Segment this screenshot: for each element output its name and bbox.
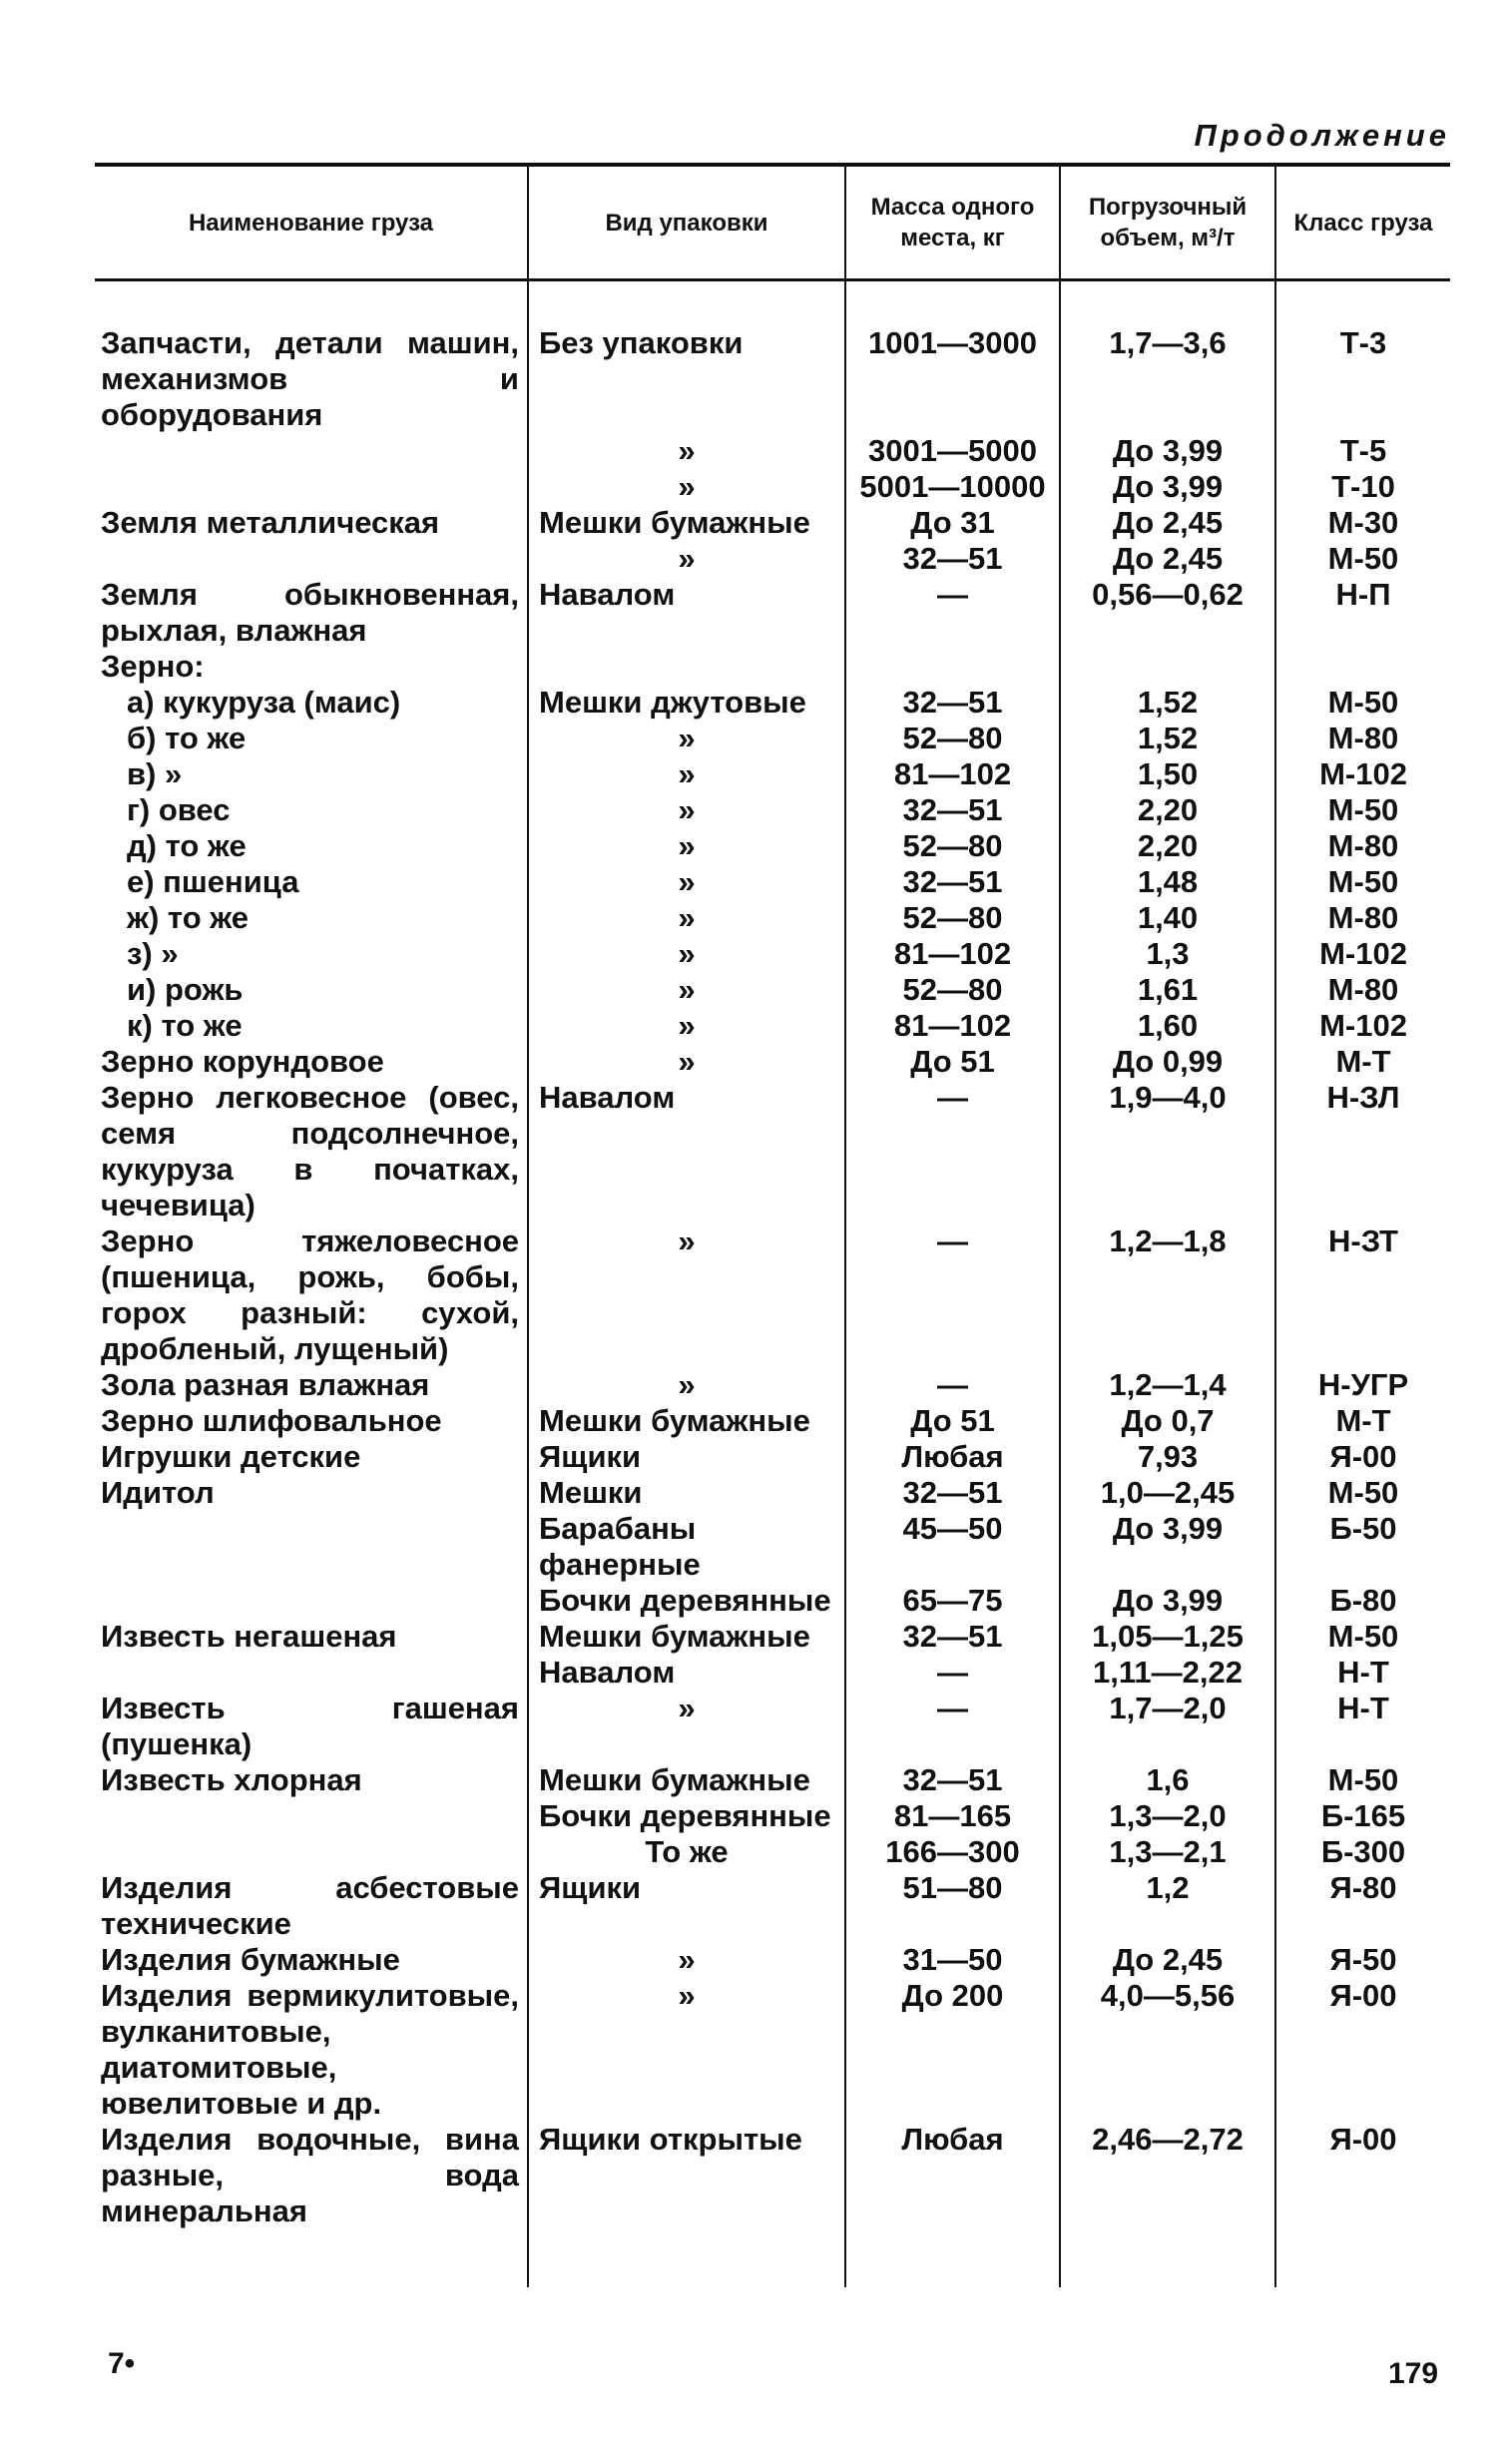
table-row (95, 1834, 1450, 1870)
cell-class: М-Т (1335, 1044, 1391, 1079)
cell-class: Н-ЗТ (1328, 1223, 1398, 1258)
cell-mass: 32—51 (902, 1619, 1003, 1654)
cell-volume: До 2,45 (1112, 541, 1224, 576)
table-spacer (95, 280, 1450, 326)
table-row (95, 2122, 1450, 2229)
cell-class: М-50 (1327, 792, 1399, 827)
cell-packaging: » (678, 972, 696, 1007)
cell-volume: До 3,99 (1112, 1511, 1224, 1546)
cell-mass: 32—51 (902, 1762, 1003, 1797)
table-row (95, 792, 1450, 828)
cell-packaging: » (678, 792, 696, 827)
cell-volume: 1,40 (1137, 900, 1199, 935)
cell-volume: 1,05—1,25 (1092, 1619, 1244, 1654)
table-row (95, 1223, 1450, 1367)
cell-class: Т-3 (1339, 325, 1387, 360)
table-row (95, 1403, 1450, 1439)
table-row (95, 1080, 1450, 1223)
cell-volume: До 3,99 (1112, 469, 1224, 504)
cell-class: Н-УГР (1317, 1367, 1409, 1402)
cell-class: М-102 (1319, 936, 1407, 971)
cell-mass: — (937, 1691, 968, 1725)
cell-class: Я-50 (1329, 1942, 1397, 1977)
cell-class: Н-П (1335, 577, 1391, 612)
cell-packaging: » (678, 936, 696, 971)
cell-class: Я-00 (1329, 1978, 1397, 2013)
table-row (95, 325, 1450, 433)
table-spacer (95, 2229, 1450, 2287)
cell-volume: 2,46—2,72 (1092, 2122, 1244, 2157)
cell-mass: 52—80 (902, 721, 1003, 755)
cell-mass: 81—102 (893, 936, 1012, 971)
cell-packaging: Барабаны фанерные (539, 1511, 701, 1582)
table-row (95, 541, 1450, 577)
cell-cargo-name: Зерно тяжеловесное (пшеница, рожь, бобы, горох разный: сухой, дробленый, лущеный) (101, 1223, 519, 1366)
cell-mass: 166—300 (885, 1834, 1020, 1869)
cell-class: М-80 (1327, 900, 1399, 935)
cell-packaging: Навалом (539, 1080, 676, 1115)
cell-volume: 1,0—2,45 (1100, 1475, 1236, 1510)
cell-class: Т-10 (1331, 469, 1395, 504)
table-row (95, 972, 1450, 1008)
header-volume: Погрузочный объем, м³/т (1060, 165, 1275, 280)
cell-volume: 1,2—1,4 (1109, 1367, 1227, 1402)
cell-mass: — (937, 1080, 968, 1115)
table-row (95, 1798, 1450, 1834)
table-row (95, 1439, 1450, 1475)
cell-mass: Любая (901, 2122, 1004, 2157)
cell-class: Б-50 (1329, 1511, 1397, 1546)
cell-mass: 32—51 (902, 685, 1003, 720)
cell-mass: 45—50 (902, 1511, 1003, 1546)
table-row (95, 1691, 1450, 1762)
cell-class: Н-Т (1337, 1655, 1389, 1690)
cell-volume: До 0,99 (1112, 1044, 1224, 1079)
cell-volume: 1,3—2,1 (1109, 1834, 1227, 1869)
cell-cargo-name: з) » (127, 936, 179, 971)
cell-class: М-50 (1327, 541, 1399, 576)
cell-mass: До 51 (910, 1403, 995, 1438)
table-row (95, 577, 1450, 649)
cell-packaging: Мешки бумажные (539, 505, 810, 540)
cell-mass: — (937, 1367, 968, 1402)
cell-class: М-102 (1319, 756, 1407, 791)
table-row (95, 433, 1450, 469)
cell-volume: 1,50 (1137, 756, 1199, 791)
page-number: 179 (1388, 2357, 1439, 2390)
table-row (95, 756, 1450, 792)
cell-mass: 31—50 (902, 1942, 1003, 1977)
cell-volume: 7,93 (1137, 1439, 1199, 1474)
cell-class: М-Т (1335, 1403, 1391, 1438)
cell-mass: До 200 (901, 1978, 1004, 2013)
table-row (95, 1978, 1450, 2122)
cell-packaging: Мешки бумажные (539, 1619, 810, 1654)
cell-cargo-name: Зерно легковесное (овес, семя подсолнечное, кукуруза в початках, чечевица) (101, 1080, 519, 1222)
cell-class: М-80 (1327, 828, 1399, 863)
cell-packaging: Мешки джутовые (539, 685, 806, 720)
cell-class: Я-00 (1329, 1439, 1397, 1474)
cell-volume: 1,7—3,6 (1109, 325, 1227, 360)
cell-packaging: Бочки деревянные (539, 1798, 831, 1833)
cell-class: М-50 (1327, 1619, 1399, 1654)
cell-volume: 1,48 (1137, 864, 1199, 899)
cell-mass: 1001—3000 (868, 325, 1037, 360)
table-row (95, 1044, 1450, 1080)
table-row (95, 721, 1450, 756)
cell-cargo-name: и) рожь (127, 972, 244, 1007)
cell-packaging: » (678, 433, 696, 468)
cell-packaging: » (678, 721, 696, 755)
table-row (95, 1511, 1450, 1583)
cell-class: Б-165 (1320, 1798, 1406, 1833)
cell-class: Н-Т (1337, 1691, 1389, 1725)
cell-packaging: Мешки (539, 1475, 643, 1510)
table-row (95, 864, 1450, 900)
cell-mass: — (937, 1223, 968, 1258)
cell-packaging: Ящики открытые (539, 2122, 802, 2157)
cell-packaging: Без упаковки (539, 325, 744, 360)
cell-packaging: » (678, 1223, 696, 1258)
cell-cargo-name: ж) то же (127, 900, 250, 935)
cell-mass: 52—80 (902, 828, 1003, 863)
cell-packaging: То же (645, 1834, 729, 1869)
table-row (95, 505, 1450, 541)
cell-mass: 5001—10000 (859, 469, 1046, 504)
cell-class: Я-80 (1329, 1870, 1397, 1905)
cell-class: Б-80 (1329, 1583, 1397, 1618)
table-row (95, 1475, 1450, 1511)
cell-packaging: Ящики (539, 1439, 642, 1474)
cell-mass: 52—80 (902, 972, 1003, 1007)
cargo-table (95, 163, 1450, 2287)
cell-class: М-80 (1327, 972, 1399, 1007)
table-row (95, 1583, 1450, 1619)
cell-cargo-name: е) пшеница (127, 864, 299, 899)
cell-packaging: » (678, 1008, 696, 1043)
cell-packaging: » (678, 864, 696, 899)
cell-volume: 1,52 (1137, 721, 1199, 755)
cell-cargo-name: Зерно корундовое (101, 1044, 384, 1079)
cell-packaging: » (678, 541, 696, 576)
cell-cargo-name: Известь негашеная (101, 1619, 397, 1654)
table-row (95, 1762, 1450, 1798)
cell-volume: 1,61 (1137, 972, 1199, 1007)
cell-cargo-name: к) то же (127, 1008, 243, 1043)
cell-cargo-name: Игрушки детские (101, 1439, 361, 1474)
table-row (95, 469, 1450, 505)
cell-volume: До 2,45 (1112, 505, 1224, 540)
cell-volume: 2,20 (1137, 828, 1199, 863)
cell-volume: До 3,99 (1112, 433, 1224, 468)
cell-cargo-name: Изделия водочные, вина разные, вода минеральная (101, 2122, 519, 2228)
cell-volume: 1,2 (1146, 1870, 1190, 1905)
cell-volume: До 3,99 (1112, 1583, 1224, 1618)
cell-packaging: » (678, 756, 696, 791)
cell-cargo-name: Запчасти, детали машин, механизмов и оборудования (101, 325, 519, 432)
cell-cargo-name: Изделия вермикулитовые, вулканитовые, диатомитовые, ювелитовые и др. (101, 1978, 519, 2121)
cell-volume: 2,20 (1137, 792, 1199, 827)
cell-cargo-name: Земля металлическая (101, 505, 440, 540)
cell-volume: До 2,45 (1112, 1942, 1224, 1977)
cell-mass: 81—102 (893, 1008, 1012, 1043)
cell-packaging: » (678, 1942, 696, 1977)
table-row (95, 1870, 1450, 1942)
cell-mass: 32—51 (902, 541, 1003, 576)
table-row (95, 1619, 1450, 1655)
cell-packaging: » (678, 900, 696, 935)
cell-mass: 32—51 (902, 1475, 1003, 1510)
cell-class: М-50 (1327, 685, 1399, 720)
cell-mass: 52—80 (902, 900, 1003, 935)
table-row (95, 1367, 1450, 1403)
table-header (95, 165, 1450, 280)
cell-mass: 3001—5000 (868, 433, 1037, 468)
cell-packaging: » (678, 1691, 696, 1725)
cell-cargo-name: д) то же (127, 828, 247, 863)
cell-packaging: Ящики (539, 1870, 642, 1905)
cell-volume: 1,52 (1137, 685, 1199, 720)
cell-class: М-102 (1319, 1008, 1407, 1043)
cell-packaging: » (678, 828, 696, 863)
cell-class: Я-00 (1329, 2122, 1397, 2157)
cell-cargo-name: Зерно шлифовальное (101, 1403, 442, 1438)
cell-volume: 1,7—2,0 (1109, 1691, 1227, 1725)
cell-packaging: Навалом (539, 577, 676, 612)
cell-class: Б-300 (1320, 1834, 1406, 1869)
cell-cargo-name: Изделия бумажные (101, 1942, 400, 1977)
cell-volume: 1,60 (1137, 1008, 1199, 1043)
table-row (95, 685, 1450, 721)
cell-mass: До 31 (910, 505, 995, 540)
cell-cargo-name: г) овес (127, 792, 231, 827)
table-row (95, 649, 1450, 685)
cell-class: М-50 (1327, 1475, 1399, 1510)
cell-packaging: » (678, 469, 696, 504)
table-row (95, 900, 1450, 936)
cell-packaging: Мешки бумажные (539, 1762, 810, 1797)
cell-cargo-name: б) то же (127, 721, 247, 755)
cell-volume: 1,9—4,0 (1109, 1080, 1227, 1115)
cell-mass: 32—51 (902, 792, 1003, 827)
cell-packaging: » (678, 1978, 696, 2013)
cell-packaging: » (678, 1367, 696, 1402)
cell-mass: — (937, 1655, 968, 1690)
cell-cargo-name: Зола разная влажная (101, 1367, 430, 1402)
cell-volume: 1,3 (1146, 936, 1190, 971)
cell-packaging: » (678, 1044, 696, 1079)
cell-mass: — (937, 577, 968, 612)
cell-cargo-name: Изделия асбестовые технические (101, 1870, 519, 1941)
header-mass: Масса одного места, кг (845, 165, 1060, 280)
table-row (95, 1008, 1450, 1044)
cell-volume: 0,56—0,62 (1092, 577, 1244, 612)
cell-class: М-50 (1327, 1762, 1399, 1797)
cell-cargo-name: а) кукуруза (маис) (127, 685, 401, 720)
cell-packaging: Мешки бумажные (539, 1403, 810, 1438)
cell-class: Т-5 (1339, 433, 1387, 468)
cell-mass: 81—102 (893, 756, 1012, 791)
cell-volume: До 0,7 (1121, 1403, 1215, 1438)
table-row (95, 828, 1450, 864)
cell-cargo-name: Известь гашеная (пушенка) (101, 1691, 519, 1761)
cell-packaging: Навалом (539, 1655, 676, 1690)
cell-class: М-80 (1327, 721, 1399, 755)
cell-mass: 65—75 (902, 1583, 1003, 1618)
header-cargo-name: Наименование груза (188, 209, 434, 237)
cell-mass: 51—80 (902, 1870, 1003, 1905)
cell-mass: 32—51 (902, 864, 1003, 899)
cell-volume: 4,0—5,56 (1100, 1978, 1236, 2013)
cell-mass: До 51 (910, 1044, 995, 1079)
cell-class: М-30 (1327, 505, 1399, 540)
cell-mass: 81—165 (893, 1798, 1012, 1833)
cell-class: М-50 (1327, 864, 1399, 899)
cell-cargo-name: в) » (127, 756, 183, 791)
cell-class: Н-ЗЛ (1326, 1080, 1400, 1115)
cell-mass: Любая (901, 1439, 1004, 1474)
cell-cargo-name: Зерно: (101, 649, 205, 684)
cell-volume: 1,11—2,22 (1093, 1655, 1243, 1690)
table-row (95, 1942, 1450, 1978)
cell-cargo-name: Известь хлорная (101, 1762, 362, 1797)
cell-volume: 1,3—2,0 (1109, 1798, 1227, 1833)
cell-cargo-name: Земля обыкновенная, рыхлая, влажная (101, 577, 519, 648)
header-class: Класс груза (1275, 165, 1450, 280)
cell-volume: 1,6 (1146, 1762, 1190, 1797)
cell-cargo-name: Идитол (101, 1475, 215, 1510)
cell-packaging: Бочки деревянные (539, 1583, 831, 1618)
table-row (95, 936, 1450, 972)
continuation-label: Продолжение (1194, 118, 1450, 153)
cell-volume: 1,2—1,8 (1109, 1223, 1227, 1258)
header-packaging: Вид упаковки (528, 165, 845, 280)
table-row (95, 1655, 1450, 1691)
sheet-mark: 7• (108, 2347, 136, 2380)
